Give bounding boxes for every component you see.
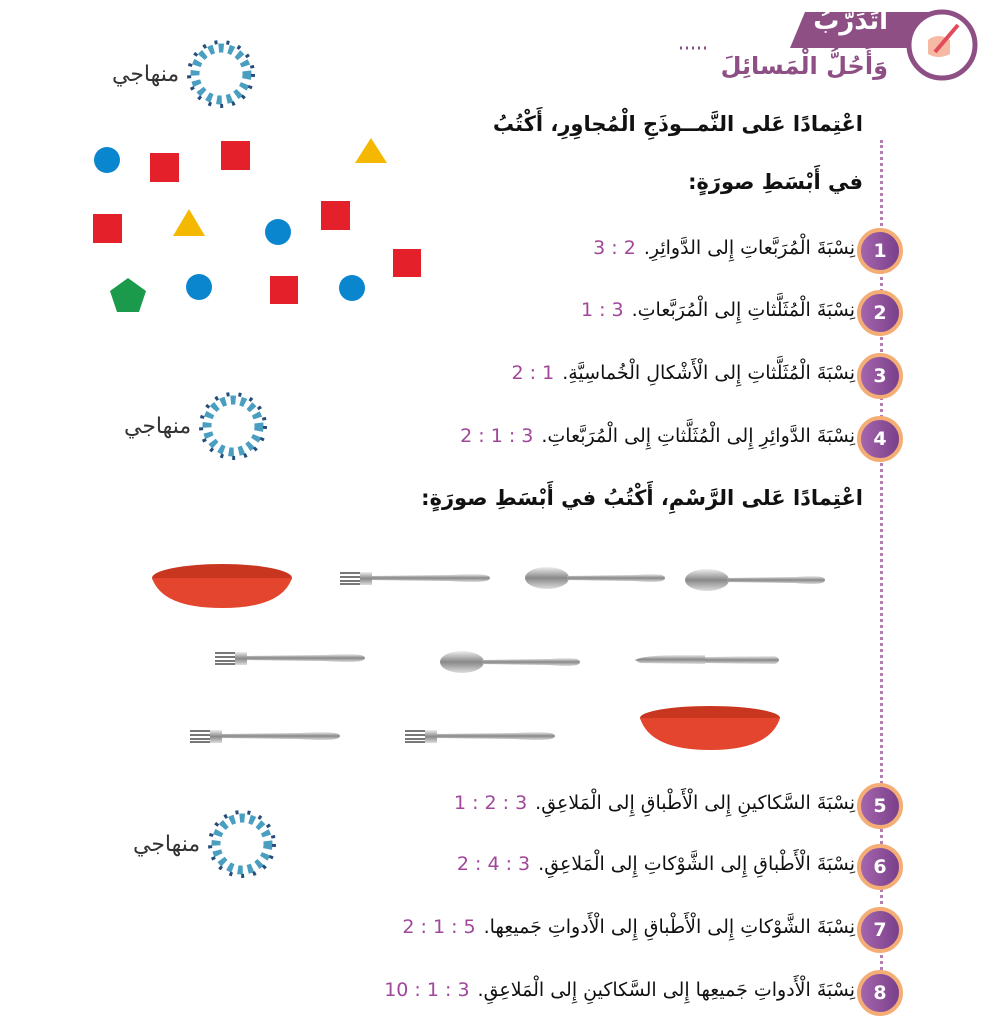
fork [340, 572, 490, 585]
instruction-1-line1: اعْتِمادًا عَلى النَّمــوذَجِ الْمُجاوِرِ، أَكْتُبُ [492, 112, 863, 136]
answer: 3 : 2 [593, 237, 636, 259]
fork [190, 730, 340, 743]
answer: 2 : 4 : 3 [456, 853, 531, 875]
circle-shape [339, 275, 365, 301]
square-shape [221, 141, 250, 170]
question-number-2: 2 [857, 290, 903, 336]
question-number-5: 5 [857, 783, 903, 829]
question-text: نِسْبَةَ السَّكاكينِ إِلى الْأَطْباقِ إِلى الْمَلاعِقِ. [535, 792, 855, 814]
answer: 2 : 1 : 5 [402, 916, 476, 938]
question-text: نِسْبَةَ الْمُرَبَّعاتِ إِلى الدَّوائِرِ. [643, 237, 855, 259]
header-title: أَتَدَرَّبُ [813, 6, 888, 36]
question-1 [593, 237, 855, 259]
circle-shape [265, 219, 291, 245]
question-7 [402, 916, 855, 938]
spoon [525, 567, 665, 589]
square-shape [270, 276, 298, 304]
question-number-4: 4 [857, 416, 903, 462]
square-shape [93, 214, 122, 243]
watermark-text: منهاجي [133, 831, 201, 857]
question-text: نِسْبَةَ الْأَدواتِ جَميعِها إِلى السَّكاكينِ إِلى الْمَلاعِقِ. [477, 979, 855, 1001]
question-text: نِسْبَةَ الْمُثَلَّثاتِ إِلى الْمُرَبَّعاتِ. [631, 299, 855, 321]
question-8 [384, 979, 855, 1001]
question-5 [454, 792, 855, 814]
question-3 [512, 362, 855, 384]
question-text: نِسْبَةَ الْأَطْباقِ إِلى الشَّوْكاتِ إِلى الْمَلاعِقِ. [538, 853, 855, 875]
watermark-logo [112, 38, 257, 110]
question-text: نِسْبَةَ الدَّوائِرِ إِلى الْمُثَلَّثاتِ إِلى الْمُرَبَّعاتِ. [541, 425, 855, 447]
question-text: نِسْبَةَ الشَّوْكاتِ إِلى الْأَطْباقِ إِلى الْأَدواتِ جَميعِها. [483, 916, 855, 938]
question-number-6: 6 [857, 844, 903, 890]
people-circle-icon [185, 38, 257, 110]
plate [640, 706, 780, 750]
people-circle-icon [206, 808, 278, 880]
spoon [685, 569, 825, 591]
watermark-text: منهاجي [112, 61, 180, 87]
people-circle-icon [197, 390, 269, 462]
header-subtitle: وَأَحُلُّ الْمَسائِلَ [720, 52, 888, 80]
watermark-logo [124, 390, 269, 462]
header-banner [680, 0, 983, 100]
question-number-7: 7 [857, 907, 903, 953]
question-number-8: 8 [857, 970, 903, 1016]
square-shape [321, 201, 350, 230]
watermark-logo [133, 808, 278, 880]
shapes-model [80, 130, 440, 320]
knife [635, 655, 779, 664]
utensils-illustration [140, 540, 860, 770]
answer: 10 : 1 : 3 [384, 979, 470, 1001]
answer: 2 : 1 [511, 362, 555, 384]
answer: 1 : 2 : 3 [453, 792, 528, 814]
answer: 2 : 1 : 3 [460, 425, 534, 447]
fork [405, 730, 555, 743]
square-shape [393, 249, 421, 277]
circle-shape [186, 274, 212, 300]
triangle-shape [355, 138, 387, 163]
watermark-text: منهاجي [124, 413, 192, 439]
question-6 [457, 853, 855, 875]
question-2 [581, 299, 855, 321]
question-text: نِسْبَةَ الْمُثَلَّثاتِ إِلى الْأَشْكالِ الْخُماسِيَّةِ. [562, 362, 855, 384]
triangle-shape [173, 209, 205, 236]
instruction-1-line2: في أَبْسَطِ صورَةٍ: [688, 170, 863, 194]
fork [215, 652, 365, 665]
pentagon-shape [110, 278, 146, 312]
instruction-2: اعْتِمادًا عَلى الرَّسْمِ، أَكْتُبُ في أَبْسَطِ صورَةٍ: [421, 486, 863, 510]
plate [152, 564, 292, 608]
answer: 1 : 3 [580, 299, 624, 321]
square-shape [150, 153, 179, 182]
question-4 [460, 425, 855, 447]
question-number-3: 3 [857, 353, 903, 399]
question-number-1: 1 [857, 228, 903, 274]
spoon [440, 651, 580, 673]
circle-shape [94, 147, 120, 173]
